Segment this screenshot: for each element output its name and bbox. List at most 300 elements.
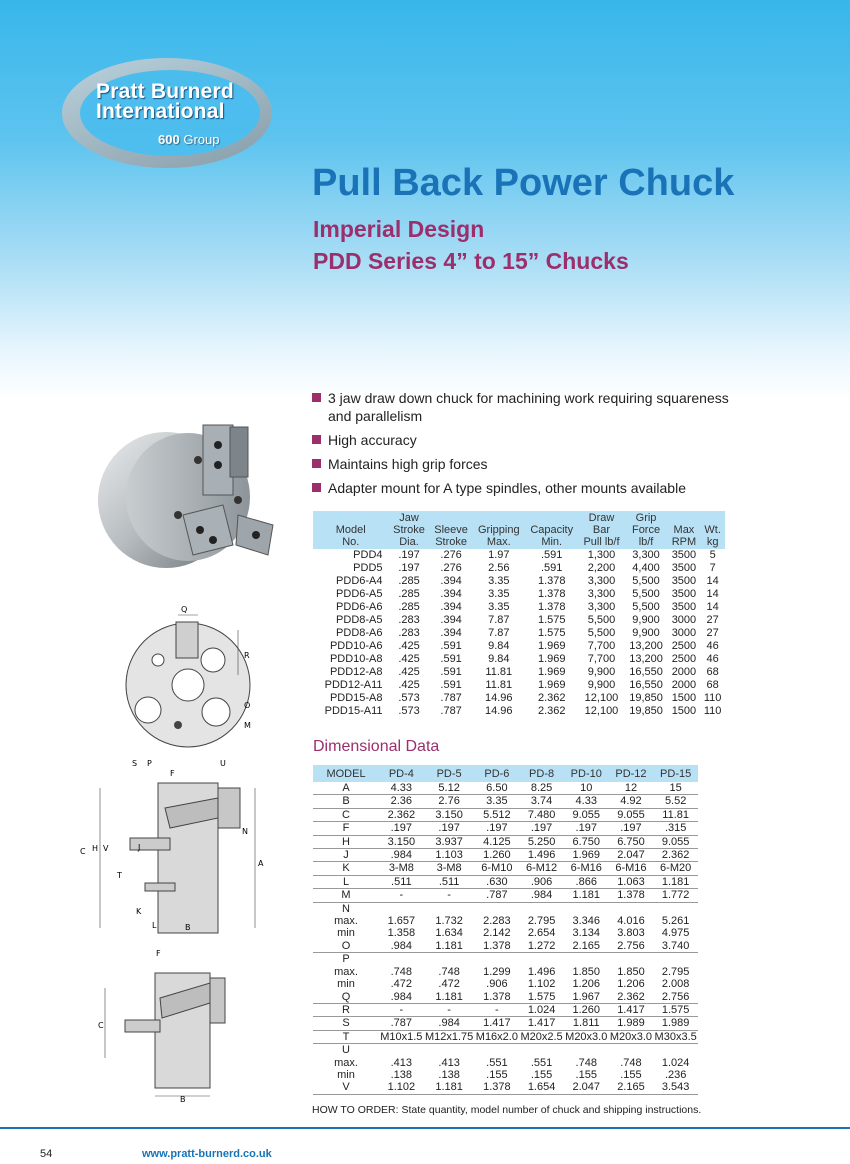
dim-cell	[564, 1044, 609, 1057]
dim-cell: C	[313, 808, 379, 821]
dim-cell: 10	[564, 782, 609, 795]
spec-cell: .591	[440, 640, 462, 652]
dim-row	[313, 1017, 698, 1030]
dim-cell: .748	[438, 965, 460, 978]
dim-cell: .511	[424, 875, 475, 888]
spec-cell: PDD8-A5	[336, 614, 383, 626]
spec-cell: .425	[398, 640, 420, 652]
subtitle-series: PDD Series 4” to 15” Chucks	[313, 248, 629, 274]
dim-cell: 1.850	[617, 965, 645, 978]
spec-row	[313, 627, 725, 640]
spec-cell: .276	[440, 549, 462, 561]
spec-cell: .283	[398, 614, 420, 626]
spec-cell: 11.81	[485, 679, 513, 691]
dim-cell: 3.740	[653, 940, 698, 953]
spec-cell: 9,900	[587, 679, 616, 691]
dim-cell: 1.417	[519, 1017, 564, 1030]
dim-cell: 2.795	[527, 915, 556, 928]
label-R: R	[244, 651, 250, 660]
dim-cell: 1.634	[435, 927, 463, 940]
spec-cell: 5,500	[632, 601, 660, 613]
dim-cell: 3-M8	[424, 862, 475, 875]
spec-row	[313, 666, 725, 679]
dim-cell: .197	[475, 822, 520, 835]
label-A: A	[258, 859, 264, 868]
spec-cell: PDD6-A4	[336, 575, 383, 587]
spec-cell: 3.35	[488, 575, 510, 587]
spec-cell: 7	[709, 562, 716, 574]
spec-header-cell: Model No.	[313, 511, 389, 549]
spec-cell: 3,300	[587, 601, 616, 613]
dim-cell	[424, 953, 475, 966]
dim-cell: .236	[664, 1068, 687, 1081]
dim-cell: O	[313, 940, 379, 953]
dim-cell: .787	[475, 889, 520, 902]
dim-cell: 1.378	[475, 940, 520, 953]
dim-row	[313, 978, 698, 990]
dim-cell: U	[342, 1044, 350, 1057]
spec-cell: 27	[706, 627, 719, 639]
dim-cell: 6-M12	[519, 862, 564, 875]
dim-cell: 15	[653, 782, 698, 795]
dim-cell: min	[337, 978, 355, 991]
dim-cell: J	[313, 849, 379, 862]
dim-cell: 1.102	[379, 1081, 424, 1094]
spec-cell: 14	[706, 601, 719, 613]
dim-header-cell: PD-12	[609, 765, 654, 782]
dim-cell: N	[342, 902, 350, 915]
dim-cell	[379, 902, 424, 915]
dim-cell: 2.165	[564, 940, 609, 953]
spec-header-cell: Jaw Stroke Dia.	[389, 511, 430, 549]
spec-cell: 9,900	[632, 627, 660, 639]
spec-cell: 5	[709, 549, 716, 561]
spec-cell: 110	[703, 692, 722, 704]
page-number: 54	[40, 1148, 53, 1160]
dim-cell: 1.358	[387, 927, 416, 940]
dim-cell: Q	[313, 991, 379, 1004]
dim-cell: .155	[620, 1068, 642, 1081]
spec-cell: 4,400	[632, 562, 660, 574]
spec-cell: 1500	[671, 692, 697, 704]
dim-cell: K	[313, 862, 379, 875]
dim-cell: .551	[530, 1056, 553, 1069]
label-Q: Q	[181, 605, 188, 614]
dim-cell: 5.12	[424, 782, 475, 795]
spec-cell: 2000	[671, 666, 697, 678]
dim-cell: 1.260	[475, 849, 520, 862]
spec-cell: 1.97	[488, 549, 510, 561]
dim-cell: 1.181	[424, 991, 475, 1004]
dim-cell: 2.795	[661, 965, 690, 978]
spec-header-cell: Max RPM	[668, 511, 701, 549]
spec-header-cell: Capacity Min.	[525, 511, 579, 549]
spec-cell: PDD15-A11	[324, 705, 383, 717]
dim-row	[313, 1069, 698, 1081]
spec-cell: 9,900	[587, 666, 616, 678]
spec-cell: 3500	[671, 588, 697, 600]
dim-cell: 1.024	[661, 1056, 690, 1069]
dim-cell: min	[337, 1068, 355, 1081]
dim-cell: 2.142	[483, 927, 511, 940]
spec-cell: 14	[706, 588, 719, 600]
spec-row	[313, 575, 725, 588]
spec-cell: 16,550	[629, 679, 663, 691]
dim-cell: 2.654	[527, 927, 556, 940]
dim-cell: 1.417	[609, 1003, 654, 1016]
dim-cell: .984	[379, 991, 424, 1004]
dim-cell: S	[313, 1017, 379, 1030]
spec-cell: 7,700	[587, 640, 616, 652]
dim-cell: 9.055	[609, 808, 654, 821]
dim-cell	[475, 902, 520, 915]
dim-cell: M10x1.5	[380, 1030, 423, 1043]
spec-cell: 5,500	[587, 627, 616, 639]
spec-cell: .425	[398, 666, 420, 678]
dim-header-cell: PD-5	[424, 765, 475, 782]
spec-cell: PDD6-A5	[336, 588, 383, 600]
spec-cell: 5,500	[632, 575, 660, 587]
dim-cell	[609, 902, 654, 915]
dim-cell: 6-M10	[475, 862, 520, 875]
dim-cell: 2.047	[609, 849, 654, 862]
spec-cell: .283	[398, 627, 420, 639]
dim-cell	[424, 1044, 475, 1057]
dim-cell	[519, 1044, 564, 1057]
dim-header-cell: PD-8	[519, 765, 564, 782]
spec-cell: 2.56	[488, 562, 510, 574]
dim-cell: .197	[609, 822, 654, 835]
spec-row	[313, 601, 725, 614]
dim-cell: .197	[424, 822, 475, 835]
dim-cell: 1.732	[435, 915, 463, 928]
dim-cell: 2.362	[379, 808, 424, 821]
dim-cell: 5.250	[519, 835, 564, 848]
dim-cell: 1.654	[519, 1081, 564, 1094]
spec-cell: PDD8-A6	[336, 627, 383, 639]
dim-cell: 1.299	[483, 965, 511, 978]
dim-cell: max.	[334, 965, 358, 978]
spec-cell: .394	[440, 627, 462, 639]
spec-header-cell: Draw Bar Pull lb/f	[579, 511, 625, 549]
spec-cell: 19,850	[629, 692, 663, 704]
dim-cell: R	[313, 1003, 379, 1016]
dim-cell: .748	[620, 1056, 642, 1069]
spec-cell: PDD5	[353, 562, 383, 574]
dim-cell: .748	[390, 965, 413, 978]
dim-cell: min	[337, 927, 355, 940]
spec-cell: 1.969	[537, 653, 566, 665]
dim-header-cell: PD-6	[475, 765, 520, 782]
label-U: U	[220, 759, 226, 768]
dim-cell: .472	[438, 978, 460, 991]
dim-row	[313, 862, 698, 875]
dim-cell: 2.008	[661, 978, 690, 991]
dim-cell: .906	[486, 978, 508, 991]
feature-item: Adapter mount for A type spindles, other mounts available	[312, 479, 732, 497]
dim-cell: 3.150	[379, 835, 424, 848]
dim-row	[313, 991, 698, 1004]
spec-cell: 46	[706, 653, 719, 665]
website-link[interactable]: www.pratt-burnerd.co.uk	[142, 1148, 272, 1160]
spec-cell: 110	[703, 705, 722, 717]
label-B2: B	[180, 1095, 186, 1103]
dim-cell: 1.496	[527, 965, 556, 978]
dim-row	[313, 1044, 698, 1057]
spec-cell: 68	[706, 666, 719, 678]
dim-cell: .511	[379, 875, 424, 888]
dim-cell: 1.181	[564, 889, 609, 902]
dim-cell: -	[475, 1003, 520, 1016]
spec-cell: 2.362	[537, 692, 566, 704]
front-view-diagram	[118, 600, 278, 760]
dim-cell: F	[313, 822, 379, 835]
dim-cell: 6.750	[564, 835, 609, 848]
dim-cell	[475, 1044, 520, 1057]
dim-cell: .138	[390, 1068, 413, 1081]
dim-cell	[653, 902, 698, 915]
dim-cell: 9.055	[564, 808, 609, 821]
dim-cell: .197	[564, 822, 609, 835]
spec-row	[313, 679, 725, 692]
spec-cell: 46	[706, 640, 719, 652]
spec-cell: .285	[398, 601, 420, 613]
dim-cell: max.	[334, 1056, 358, 1069]
dim-cell: 1.378	[475, 1081, 520, 1094]
dim-cell: 4.975	[661, 927, 690, 940]
spec-cell: PDD12-A11	[324, 679, 383, 691]
dim-cell: 1.103	[424, 849, 475, 862]
dim-cell: M16x2.0	[475, 1030, 518, 1043]
label-P: P	[147, 759, 152, 768]
dim-cell	[379, 1044, 424, 1057]
dim-cell: 6-M20	[653, 862, 698, 875]
dim-cell: 1.811	[564, 1017, 609, 1030]
dim-cell: L	[313, 875, 379, 888]
dim-cell: 1.272	[519, 940, 564, 953]
dim-cell: max.	[334, 915, 358, 928]
dim-cell: 6-M16	[609, 862, 654, 875]
dim-cell: 1.024	[519, 1003, 564, 1016]
spec-row	[313, 614, 725, 627]
dim-cell: 1.969	[564, 849, 609, 862]
spec-cell: 1.969	[537, 640, 566, 652]
dim-cell	[653, 1044, 698, 1057]
dim-cell: M12x1.75	[424, 1030, 474, 1043]
spec-cell: 3500	[671, 575, 697, 587]
label-F2: F	[156, 949, 161, 958]
spec-cell: 7.87	[488, 614, 510, 626]
dim-cell: 1.989	[653, 1017, 698, 1030]
dim-cell: 1.206	[572, 978, 601, 991]
spec-header-cell: Gripping Max.	[473, 511, 525, 549]
dim-cell: 2.756	[609, 940, 654, 953]
spec-cell: 9,900	[632, 614, 660, 626]
label-M: M	[244, 721, 251, 730]
spec-cell: .591	[440, 679, 462, 691]
label-L: L	[152, 921, 157, 930]
dim-cell: 11.81	[653, 808, 698, 821]
label-O: O	[244, 701, 251, 710]
dim-cell: A	[313, 782, 379, 795]
dim-cell: 6-M16	[564, 862, 609, 875]
dim-row	[313, 1030, 698, 1043]
dim-cell: 4.92	[609, 795, 654, 808]
dim-cell: .155	[486, 1068, 508, 1081]
dim-cell: 2.76	[424, 795, 475, 808]
spec-cell: .591	[541, 562, 563, 574]
dim-row	[313, 849, 698, 862]
company-logo	[62, 58, 332, 173]
spec-cell: PDD12-A8	[329, 666, 383, 678]
feature-item: High accuracy	[312, 431, 732, 449]
dim-header-cell: PD-15	[653, 765, 698, 782]
dim-cell	[519, 953, 564, 966]
dim-cell: 1.496	[519, 849, 564, 862]
dim-cell: 6.750	[609, 835, 654, 848]
dim-cell: 12	[609, 782, 654, 795]
dim-cell: 8.25	[519, 782, 564, 795]
dim-cell: 1.181	[424, 1081, 475, 1094]
spec-cell: 27	[706, 614, 719, 626]
spec-cell: .394	[440, 575, 462, 587]
dim-cell: 4.33	[379, 782, 424, 795]
dim-cell: 3.35	[475, 795, 520, 808]
dim-cell: 3-M8	[379, 862, 424, 875]
spec-cell: .787	[440, 705, 462, 717]
spec-cell: 12,100	[584, 705, 619, 717]
dim-cell: 3.74	[519, 795, 564, 808]
spec-row	[313, 692, 725, 705]
dim-cell: 4.33	[564, 795, 609, 808]
spec-cell: .591	[440, 653, 462, 665]
dim-cell: 5.512	[475, 808, 520, 821]
subtitle-design: Imperial Design	[313, 216, 485, 242]
dim-cell: 2.362	[609, 991, 654, 1004]
spec-cell: PDD10-A8	[329, 653, 383, 665]
dim-row	[313, 889, 698, 902]
dim-cell: M	[313, 889, 379, 902]
spec-header-cell: Wt. kg	[700, 511, 725, 549]
spec-cell: 1.378	[537, 588, 566, 600]
dim-cell	[609, 1044, 654, 1057]
spec-row	[313, 653, 725, 666]
dim-cell	[609, 953, 654, 966]
dim-cell: 5.261	[661, 915, 690, 928]
feature-item: 3 jaw draw down chuck for machining work requiring squareness and parallelism	[312, 389, 732, 425]
dim-cell: M20x2.5	[520, 1030, 563, 1043]
spec-cell: 14.96	[485, 692, 513, 704]
spec-cell: 12,100	[584, 692, 619, 704]
dim-cell: 2.283	[483, 915, 511, 928]
spec-cell: .394	[440, 601, 462, 613]
spec-cell: 5,500	[587, 614, 616, 626]
dim-row	[313, 927, 698, 939]
spec-table	[313, 511, 725, 718]
dim-cell: 6.50	[475, 782, 520, 795]
dim-row	[313, 822, 698, 835]
spec-cell: .197	[398, 549, 420, 561]
dim-row	[313, 795, 698, 808]
spec-cell: .425	[398, 679, 420, 691]
spec-cell: 2,200	[587, 562, 616, 574]
label-V: V	[103, 844, 109, 853]
dim-cell: 1.378	[609, 889, 654, 902]
dimensional-data-title: Dimensional Data	[313, 738, 440, 755]
dim-row	[313, 1003, 698, 1016]
dim-cell: 1.181	[653, 875, 698, 888]
dim-cell: 3.543	[653, 1081, 698, 1094]
dim-cell: 2.165	[609, 1081, 654, 1094]
spec-cell: 7.87	[488, 627, 510, 639]
spec-cell: .573	[398, 692, 420, 704]
dim-cell: .984	[379, 849, 424, 862]
spec-cell: 14	[706, 575, 719, 587]
spec-cell: PDD6-A6	[336, 601, 383, 613]
spec-cell: 2.362	[537, 705, 566, 717]
spec-cell: 2000	[671, 679, 697, 691]
label-C2: C	[98, 1021, 104, 1030]
dim-cell: 1.657	[387, 915, 416, 928]
spec-row	[313, 588, 725, 601]
spec-cell: 7,700	[587, 653, 616, 665]
spec-cell: 13,200	[629, 640, 663, 652]
dim-cell: 7.480	[519, 808, 564, 821]
dim-cell	[424, 902, 475, 915]
page-title: Pull Back Power Chuck	[312, 162, 735, 204]
spec-cell: 3.35	[488, 588, 510, 600]
dim-cell: .413	[438, 1056, 460, 1069]
label-K: K	[136, 907, 142, 916]
spec-row	[313, 549, 725, 562]
spec-cell: .591	[440, 666, 462, 678]
dim-cell: 2.362	[653, 849, 698, 862]
dim-cell: .197	[519, 822, 564, 835]
spec-cell: 9.84	[488, 640, 510, 652]
dim-cell: .155	[530, 1068, 553, 1081]
dim-cell	[653, 953, 698, 966]
spec-cell: 3500	[671, 562, 697, 574]
dim-cell	[379, 953, 424, 966]
dim-cell: .472	[390, 978, 413, 991]
spec-cell: 14.96	[485, 705, 513, 717]
spec-cell: 1.575	[537, 627, 566, 639]
dim-cell: 1.063	[609, 875, 654, 888]
dim-cell: 3.346	[572, 915, 601, 928]
dim-row	[313, 782, 698, 795]
spec-cell: .425	[398, 653, 420, 665]
dim-cell: 3.937	[424, 835, 475, 848]
spec-cell: .787	[440, 692, 462, 704]
dim-row	[313, 940, 698, 953]
side-view-diagram-2	[90, 948, 240, 1103]
dim-cell: 2.047	[564, 1081, 609, 1094]
dim-cell: .984	[424, 1017, 475, 1030]
spec-cell: 1,300	[587, 549, 616, 561]
spec-cell: 68	[706, 679, 719, 691]
spec-cell: 11.81	[485, 666, 513, 678]
dim-row	[313, 966, 698, 978]
dim-row	[313, 1057, 698, 1069]
dim-cell: 3.150	[424, 808, 475, 821]
dim-cell: .984	[379, 940, 424, 953]
spec-cell: 1.575	[537, 614, 566, 626]
label-H: H	[92, 844, 99, 853]
spec-cell: .285	[398, 575, 420, 587]
label-C: C	[80, 847, 86, 856]
dim-cell: .138	[438, 1068, 460, 1081]
dimensional-table	[313, 765, 698, 1095]
